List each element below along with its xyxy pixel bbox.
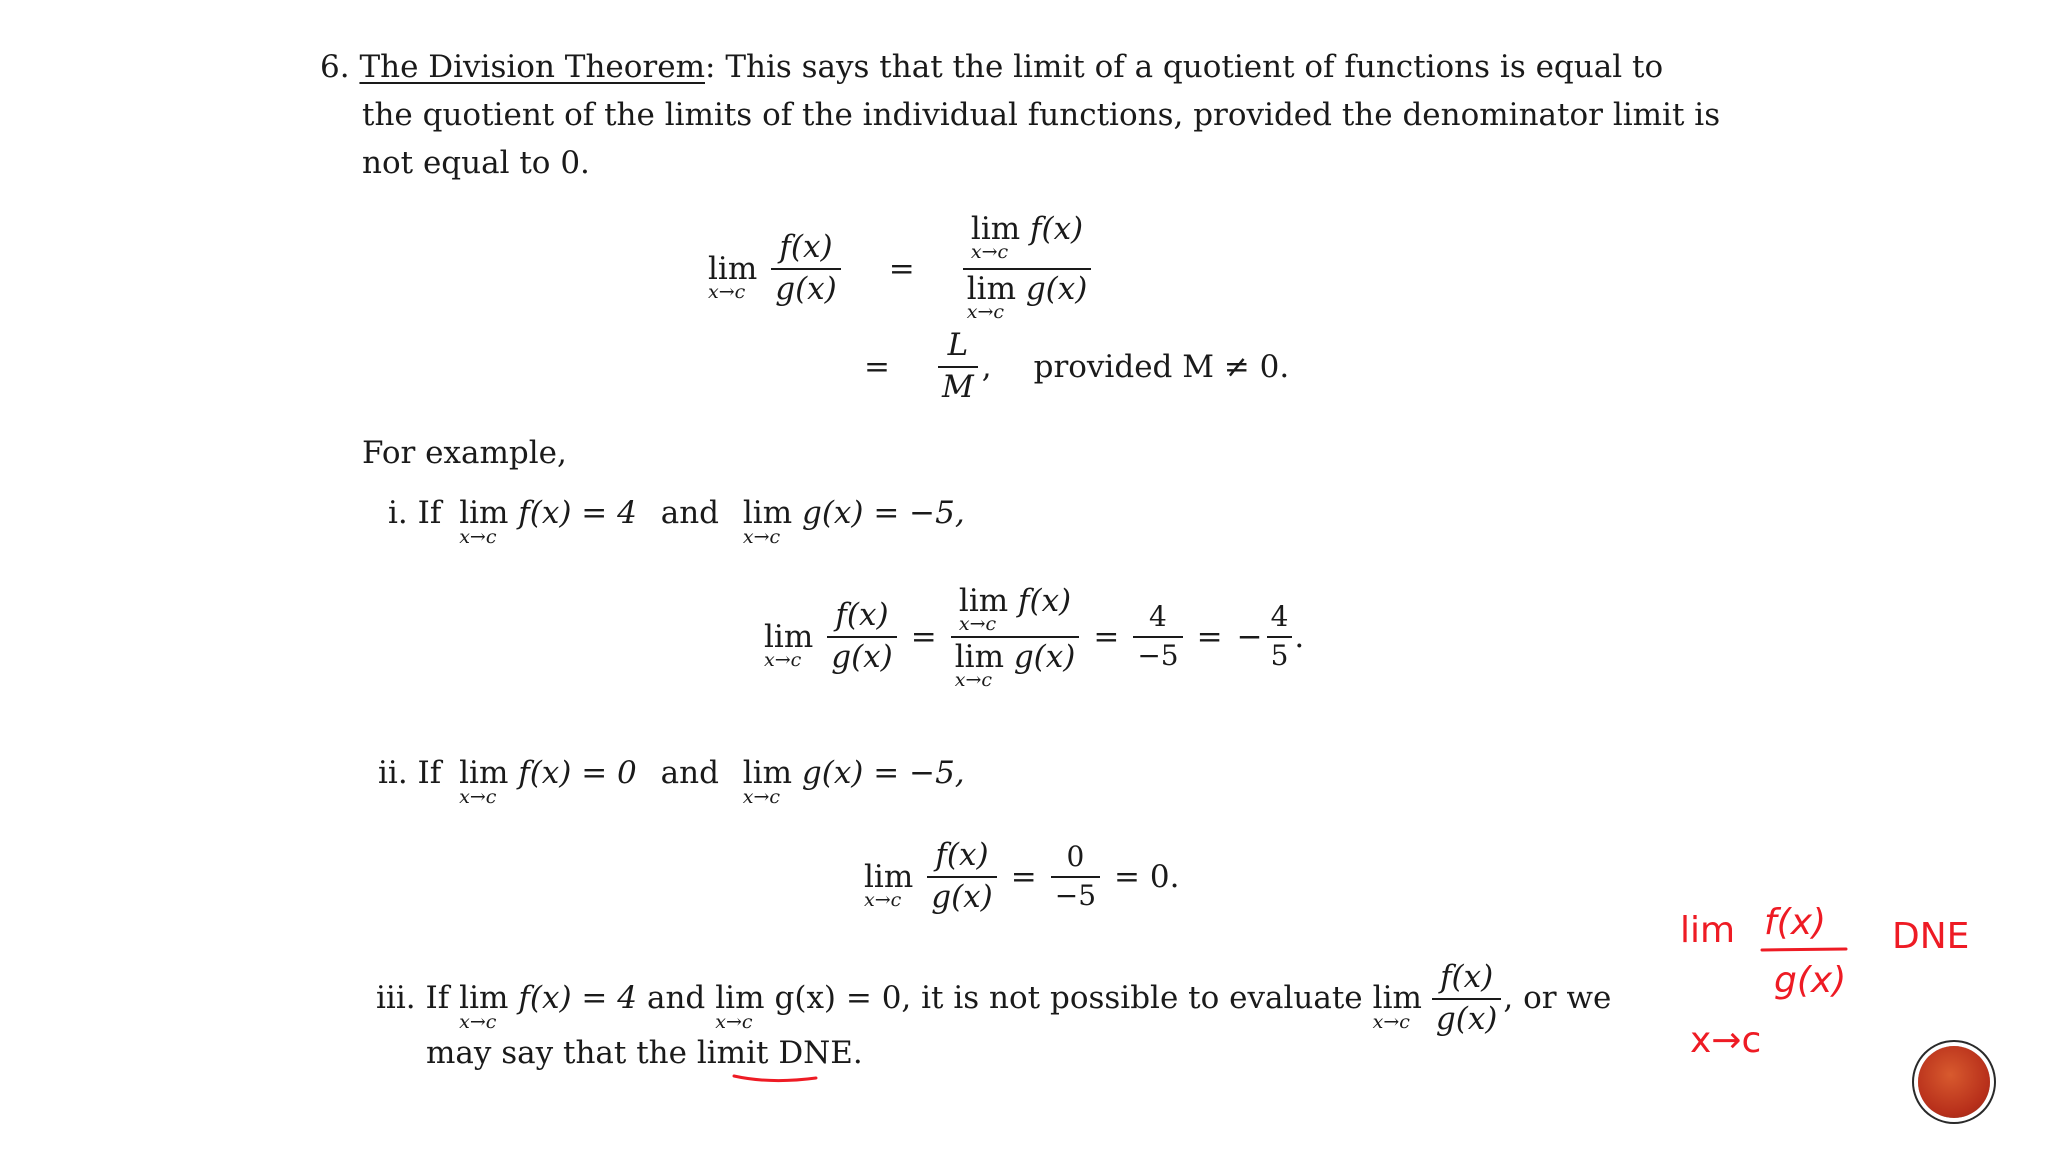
division-formula-line2: = $\frac{L}{M}$ , provided M ≠ 0.: [864, 327, 1290, 405]
section-line2: the quotient of the limits of the individual functions, provided the denominator limit is: [362, 97, 1721, 133]
ink-g: g(x): [1774, 960, 1847, 1001]
quotient-fraction: $\frac{f(x)}{g(x)}$: [771, 230, 841, 307]
equals-sign: =: [864, 348, 890, 385]
ink-f: f(x): [1764, 902, 1827, 943]
division-formula-line1: [708, 212, 1091, 325]
section-line1: This says that the limit of a quotient of functions is equal to: [725, 49, 1664, 85]
example-i-computation: lim x→c $\frac{f(x)}{g(x)}$ = lim x→c f(x) lim x→c g(x) = $\frac{4}{-5}$ = − $\frac{4}{5}$ .: [764, 583, 1305, 691]
section-heading: [320, 49, 1664, 85]
example-iii-line2: may say that the limit DNE.: [426, 1035, 863, 1071]
example-ii-computation: lim x→c $\frac{f(x)}{g(x)}$ = $\frac{0}{-5}$ = 0.: [864, 837, 1180, 915]
section-colon: :: [705, 49, 716, 85]
ink-underline: [730, 1070, 820, 1086]
equals-sign: =: [888, 250, 915, 287]
proviso: provided M ≠ 0.: [1033, 348, 1290, 385]
dne-text: DNE: [778, 1035, 853, 1071]
example-iii-statement: iii. If lim x→c f(x) = 4 and lim x→c g(x) = 0, it is not possible to evaluate lim x→c $\frac{f(x)}{g(x)}$ , or we: [376, 959, 1612, 1037]
ink-dne: DNE: [1892, 916, 1970, 957]
example-i-statement: i. If lim x→c f(x) = 4 and lim x→c g(x) = −5,: [388, 495, 965, 548]
quotient-of-limits: lim x→c f(x) lim x→c g(x): [963, 212, 1092, 325]
example-ii-statement: ii. If lim x→c f(x) = 0 and lim x→c g(x) = −5,: [378, 755, 965, 808]
section-number: 6.: [320, 49, 350, 85]
ink-lim: lim: [1680, 910, 1736, 951]
ink-fraction-bar: [1760, 944, 1850, 956]
section-title: The Division Theorem: [359, 49, 705, 85]
record-indicator-icon[interactable]: [1918, 1046, 1990, 1118]
example-intro: For example,: [362, 435, 567, 471]
limit-operator: lim x→c: [708, 250, 758, 303]
L-over-M: $\frac{L}{M}$: [938, 328, 978, 405]
ink-subscript: x→c: [1690, 1020, 1762, 1061]
section-line3: not equal to 0.: [362, 145, 590, 181]
